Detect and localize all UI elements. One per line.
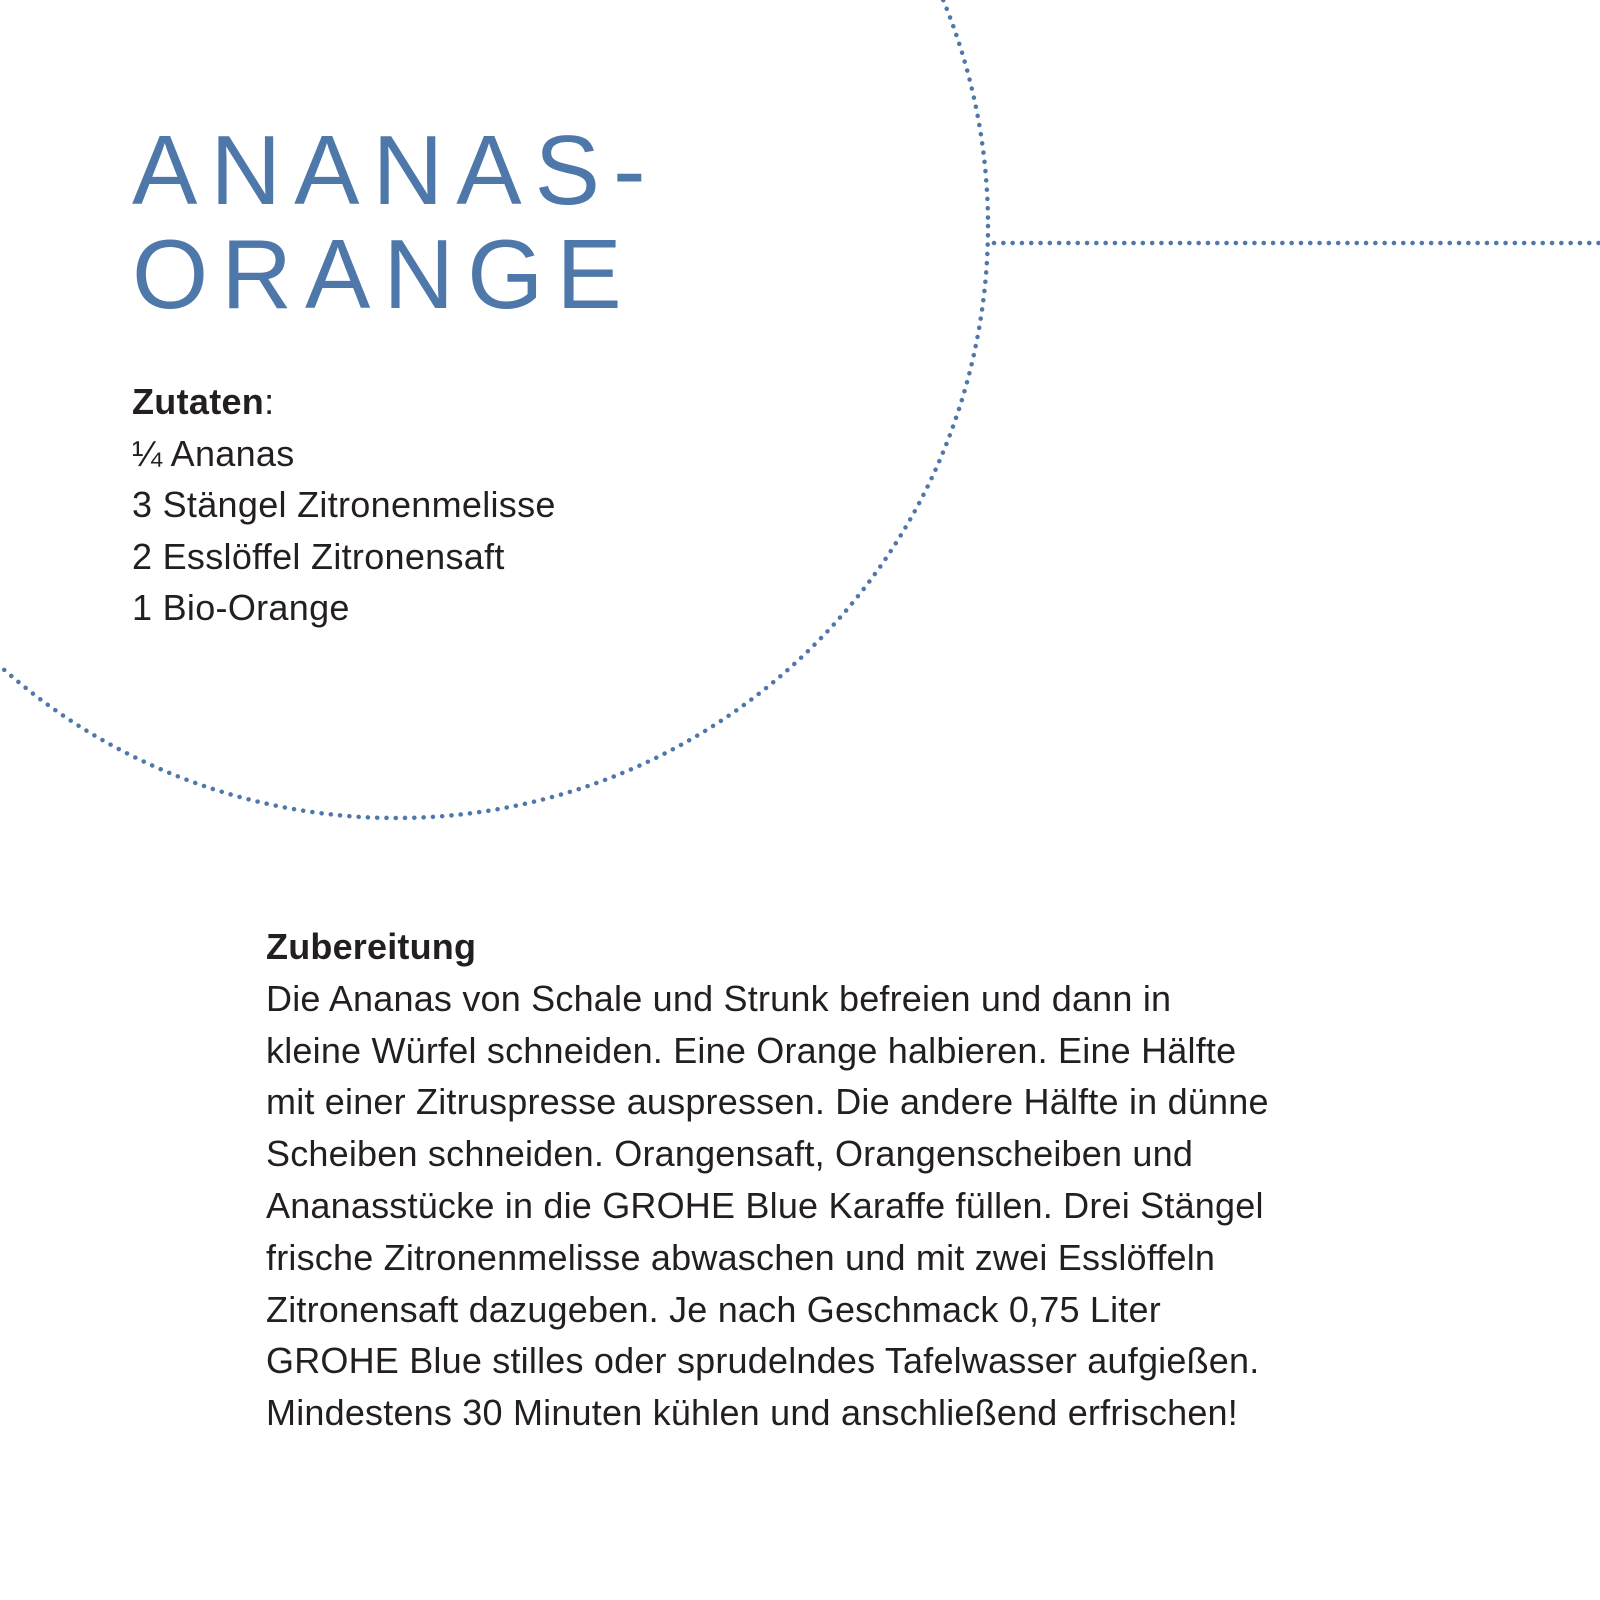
preparation-line: Die Ananas von Schale und Strunk befreien und dann in <box>266 977 1172 1019</box>
preparation-line: frische Zitronenmelisse abwaschen und mit zwei Esslöffeln <box>266 1236 1216 1278</box>
preparation-line: Mindestens 30 Minuten kühlen und anschließend erfrischen! <box>266 1392 1238 1434</box>
ingredient-item: 3 Stängel Zitronenmelisse <box>132 484 556 525</box>
preparation-line: Scheiben schneiden. Orangensaft, Orangenscheiben und <box>266 1133 1194 1175</box>
preparation-line: kleine Würfel schneiden. Eine Orange halbieren. Eine Hälfte <box>266 1029 1237 1071</box>
ingredients-heading-label: Zutaten <box>132 381 265 422</box>
title-line-1: ANANAS- <box>132 115 659 225</box>
preparation-line: GROHE Blue stilles oder sprudelndes Tafelwasser aufgießen. <box>266 1340 1260 1382</box>
ingredient-item: ¼ Ananas <box>132 432 295 474</box>
ingredients-heading-colon: : <box>264 381 275 422</box>
ingredients-list <box>132 428 832 634</box>
title-line-2: ORANGE <box>132 219 635 329</box>
preparation-line: Zitronensaft dazugeben. Je nach Geschmack 0,75 Liter <box>266 1288 1161 1330</box>
preparation-line: Ananasstücke in die GROHE Blue Karaffe füllen. Drei Stängel <box>266 1184 1264 1226</box>
ingredients-heading <box>132 376 832 428</box>
recipe-title <box>132 115 659 329</box>
ingredients-section <box>132 376 832 634</box>
ingredient-item: 2 Esslöffel Zitronensaft <box>132 535 505 577</box>
preparation-line: mit einer Zitruspresse auspressen. Die andere Hälfte in dünne <box>266 1081 1269 1123</box>
preparation-heading: Zubereitung <box>266 926 477 967</box>
ingredient-item: 1 Bio-Orange <box>132 587 350 628</box>
preparation-section <box>266 921 1336 1439</box>
